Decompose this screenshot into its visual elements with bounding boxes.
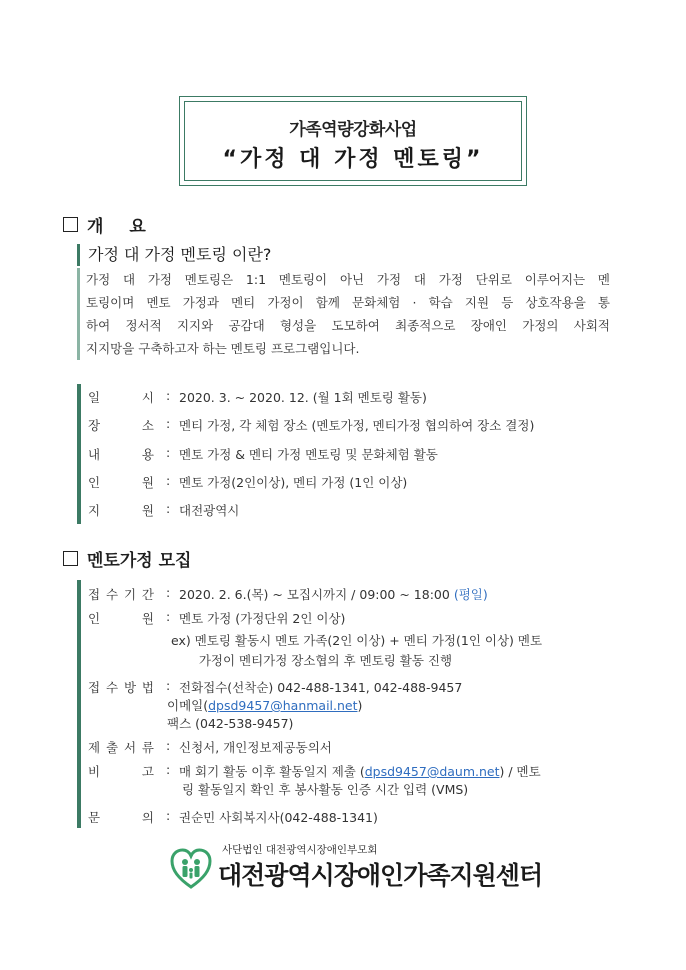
recruit-label: 인 원 (88, 611, 154, 626)
empty-square-icon (63, 551, 78, 566)
info-value: 대전광역시 (179, 503, 240, 518)
info-value: 멘토 가정(2인이상), 멘티 가정 (1인 이상) (179, 475, 408, 490)
info-row-content: 내 용 : 멘토 가정 & 멘티 가정 멘토링 및 문화체험 활동 (88, 445, 438, 462)
intro-line: 지지망을 구축하고자 하는 멘토링 프로그램입니다. (86, 341, 360, 356)
section-overview-label: 개 요 (87, 217, 156, 237)
recruit-row-period: 접 수 기 간 : 2020. 2. 6.(목) ~ 모집시까지 / 09:00 ~ 18:00 (평일) (88, 585, 488, 602)
info-value: 2020. 3. ~ 2020. 12. (월 1회 멘토링 활동) (179, 390, 427, 405)
info-value: 멘토 가정 & 멘티 가정 멘토링 및 문화체험 활동 (179, 447, 438, 462)
note-line2: 링 활동일지 확인 후 봉사활동 인증 시간 입력 (VMS) (182, 782, 469, 797)
section-overview-heading (63, 212, 156, 237)
recruit-label: 접 수 기 간 (88, 587, 154, 602)
period-highlight: (평일) (453, 587, 488, 602)
method-email: 이메일(dpsd9457@hanmail.net) (167, 698, 363, 713)
footer-org-small: 사단법인 대전광역시장애인부모회 (222, 844, 378, 856)
overview-subheading: 가정 대 가정 멘토링 이란? (77, 244, 271, 266)
heart-family-logo-icon (170, 848, 212, 890)
recruit-row-members: 인 원 : 멘토 가정 (가정단위 2인 이상) (88, 609, 346, 626)
empty-square-icon (63, 217, 78, 232)
intro-side-bar (77, 268, 80, 360)
period-value: 2020. 2. 6.(목) ~ 모집시까지 / 09:00 ~ 18:00 (179, 587, 454, 602)
recruit-info-bar (77, 580, 81, 828)
info-label: 장 소 (88, 418, 154, 433)
recruit-row-documents: 제 출 서 류 : 신청서, 개인정보제공동의서 (88, 738, 332, 755)
info-label: 일 시 (88, 390, 154, 405)
documents-value: 신청서, 개인정보제공동의서 (179, 740, 332, 755)
recruit-row-inquiry: 문 의 : 권순민 사회복지사(042-488-1341) (88, 808, 378, 825)
info-value: 멘티 가정, 각 체험 장소 (멘토가정, 멘티가정 협의하여 장소 결정) (179, 418, 535, 433)
overview-intro (86, 268, 610, 360)
recruit-label: 문 의 (88, 810, 154, 825)
members-line: 멘토 가정 (가정단위 2인 이상) (179, 611, 346, 626)
info-row-members: 인 원 : 멘토 가정(2인이상), 멘티 가정 (1인 이상) (88, 473, 408, 490)
intro-line: 가정 대 가정 멘토링은 1:1 멘토링이 아닌 가정 대 가정 단위로 이루어지는 멘 (86, 272, 610, 287)
info-row-place: 장 소 : 멘티 가정, 각 체험 장소 (멘토가정, 멘티가정 협의하여 장소 결정) (88, 416, 535, 433)
members-line: 가정이 멘티가정 장소협의 후 멘토링 활동 진행 (171, 653, 453, 668)
info-label: 지 원 (88, 503, 154, 518)
footer-org-name: 대전광역시장애인가족지원센터 (218, 861, 543, 890)
info-row-schedule: 일 시 : 2020. 3. ~ 2020. 12. (월 1회 멘토링 활동) (88, 388, 427, 405)
section-recruit-label: 멘토가정 모집 (87, 551, 192, 571)
info-label: 내 용 (88, 447, 154, 462)
intro-line: 하여 정서적 지지와 공감대 형성을 도모하여 최종적으로 장애인 가정의 사회적 (86, 318, 610, 333)
recruit-row-method: 접 수 방 법 : 전화접수(선착순) 042-488-1341, 042-488-9457 (88, 678, 463, 695)
intro-line: 토링이며 멘토 가정과 멘티 가정이 함께 문화체험 · 학습 지원 등 상호작용을 통 (86, 295, 610, 310)
recruit-label: 비 고 (88, 764, 154, 779)
members-line: ex) 멘토링 활동시 멘토 가족(2인 이상) + 멘티 가정(1인 이상) 멘토 (171, 633, 543, 648)
title-subtitle: 가족역량강화사업 (289, 120, 417, 140)
section-recruit-heading (63, 546, 191, 571)
email-link[interactable]: dpsd9457@hanmail.net (208, 698, 358, 713)
recruit-label: 제 출 서 류 (88, 740, 154, 755)
note-line1: 매 회기 활동 이후 활동일지 제출 (dpsd9457@daum.net) / 멘토 (179, 764, 541, 779)
info-row-support: 지 원 : 대전광역시 (88, 501, 240, 518)
method-phone: 전화접수(선착순) 042-488-1341, 042-488-9457 (179, 680, 463, 695)
note-email-link[interactable]: dpsd9457@daum.net (364, 764, 500, 779)
recruit-row-note: 비 고 : 매 회기 활동 이후 활동일지 제출 (dpsd9457@daum.net) / 멘토 (88, 762, 541, 779)
inquiry-value: 권순민 사회복지사(042-488-1341) (179, 810, 378, 825)
recruit-label: 접 수 방 법 (88, 680, 154, 695)
info-label: 인 원 (88, 475, 154, 490)
overview-info-bar (77, 384, 81, 524)
title-main: “가정 대 가정 멘토링” (222, 147, 484, 172)
method-fax: 팩스 (042-538-9457) (167, 716, 294, 731)
title-box (179, 96, 527, 186)
